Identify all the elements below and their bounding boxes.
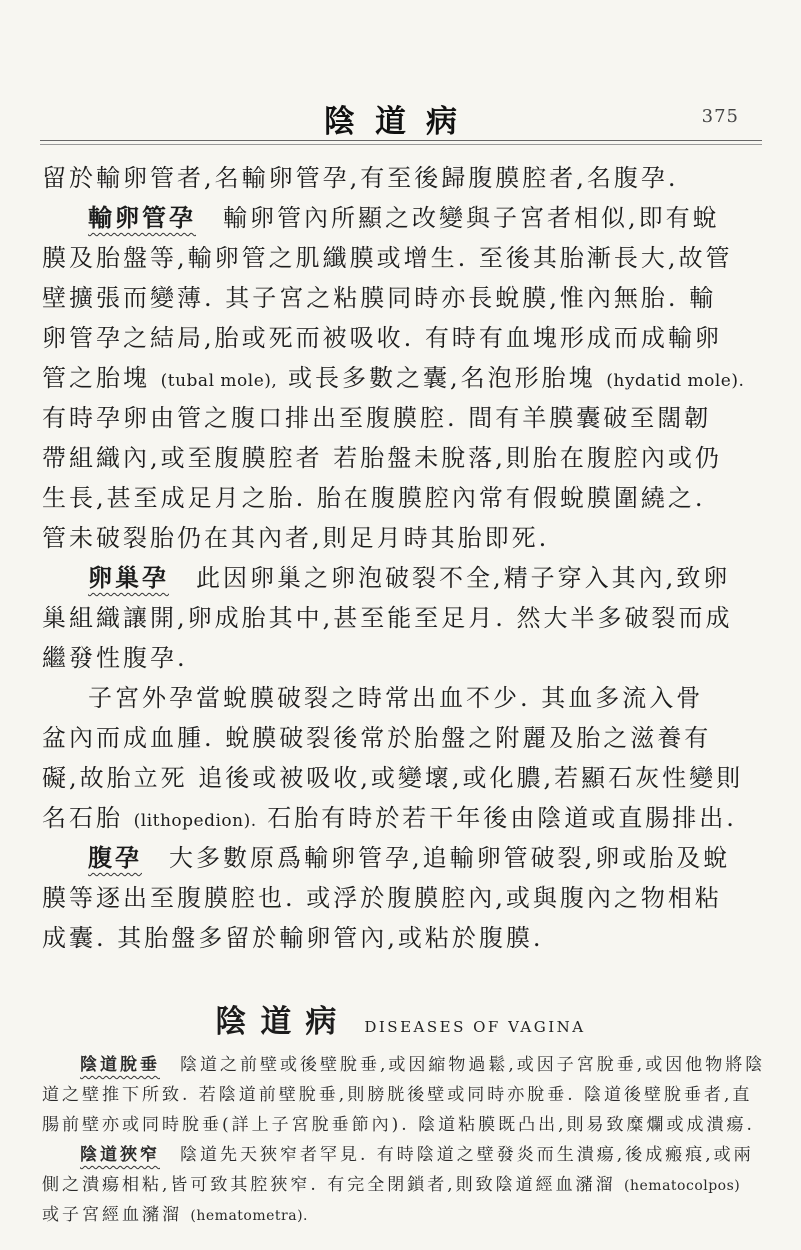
header-rule <box>40 140 762 141</box>
vagina-diseases-text <box>42 1050 766 1230</box>
section-title <box>0 996 801 1040</box>
page-header <box>0 96 801 146</box>
text-line: 道之壁推下所致. 若陰道前壁脫垂,則膀胱後壁或同時亦脫垂. 陰道後壁脫垂者,直 <box>42 1085 753 1105</box>
latin-term: (tubal mole), <box>160 371 278 391</box>
abdominal-pregnancy-heading: 腹孕 <box>88 843 142 872</box>
text-line: 陰道狹窄 陰道先天狹窄者罕見. 有時陰道之壁發炎而生潰瘍,後成瘢痕,或兩 <box>80 1145 754 1165</box>
text-line: 礙,故胎立死 追後或被吸收,或變壞,或化膿,若顯石灰性變則 <box>42 764 744 792</box>
text-line: 名石胎 (lithopedion). 石胎有時於若干年後由陰道或直腸排出. <box>42 804 737 832</box>
vaginal-stenosis-heading: 陰道狹窄 <box>80 1145 160 1165</box>
latin-term: (hydatid mole). <box>606 371 745 391</box>
text-line: 腹孕 大多數原爲輸卵管孕,追輸卵管破裂,卵或胎及蛻 <box>88 843 731 872</box>
text-line: 卵管孕之結局,胎或死而被吸收. 有時有血塊形成而成輸卵 <box>42 324 722 352</box>
tubal-pregnancy-heading: 輸卵管孕 <box>88 203 196 232</box>
latin-term: (lithopedion). <box>133 811 257 831</box>
text-line: 陰道脫垂 陰道之前壁或後壁脫垂,或因縮物過鬆,或因子宮脫垂,或因他物將陰 <box>80 1055 766 1075</box>
text-line: 生長,甚至成足月之胎. 胎在腹膜腔內常有假蛻膜圍繞之. <box>42 484 706 512</box>
text-line: 繼發性腹孕. <box>42 644 188 672</box>
section-title-english: DISEASES OF VAGINA <box>364 1018 586 1036</box>
text-line: 膜等逐出至腹膜腔也. 或浮於腹膜腔內,或與腹內之物相粘 <box>42 884 722 912</box>
text-line: 子宮外孕當蛻膜破裂之時常出血不少. 其血多流入骨 <box>88 684 704 712</box>
vaginal-prolapse-heading: 陰道脫垂 <box>80 1055 160 1075</box>
text-line: 帶組織內,或至腹膜腔者 若胎盤未脫落,則胎在腹腔內或仍 <box>42 444 722 472</box>
text-line: 管未破裂胎仍在其內者,則足月時其胎即死. <box>42 524 550 552</box>
text-line: 成囊. 其胎盤多留於輸卵管內,或粘於腹膜. <box>42 924 544 952</box>
latin-term: (hematometra). <box>190 1208 308 1224</box>
text-line: 巢組織讓開,卵成胎其中,甚至能至足月. 然大半多破裂而成 <box>42 604 733 632</box>
page-number: 375 <box>701 106 739 127</box>
header-rule-thin <box>40 144 762 145</box>
ovarian-pregnancy-heading: 卵巢孕 <box>88 563 169 592</box>
text-line: 壁擴張而變薄. 其子宮之粘膜同時亦長蛻膜,惟內無胎. 輸 <box>42 284 717 312</box>
section-title-chinese: 陰道病 <box>215 1004 351 1040</box>
running-title: 陰道病 <box>324 104 477 140</box>
text-line: 盆內而成血腫. 蛻膜破裂後常於胎盤之附麗及胎之滋養有 <box>42 724 712 752</box>
main-text <box>42 158 757 958</box>
text-line: 輸卵管孕 輸卵管內所顯之改變與子宮者相似,即有蛻 <box>88 203 720 232</box>
text-line: 留於輸卵管者,名輸卵管孕,有至後歸腹膜腔者,名腹孕. <box>42 164 679 192</box>
text-line: 或子宮經血瀦溜 (hematometra). <box>42 1205 308 1225</box>
latin-term: (hematocolpos) <box>624 1178 741 1194</box>
text-line: 卵巢孕 此因卵巢之卵泡破裂不全,精子穿入其內,致卵 <box>88 563 731 592</box>
text-line: 管之胎塊 (tubal mole), 或長多數之囊,名泡形胎塊 (hydatid mole). <box>42 364 745 392</box>
text-line: 側之潰瘍相粘,皆可致其腔狹窄. 有完全閉鎖者,則致陰道經血瀦溜 (hematocolpos) <box>42 1175 741 1195</box>
text-line: 膜及胎盤等,輸卵管之肌纖膜或增生. 至後其胎漸長大,故管 <box>42 244 733 272</box>
text-line: 有時孕卵由管之腹口排出至腹膜腔. 間有羊膜囊破至闊韌 <box>42 404 712 432</box>
text-line: 腸前壁亦或同時脫垂(詳上子宮脫垂節內). 陰道粘膜既凸出,則易致糜爛或成潰瘍. <box>42 1115 755 1135</box>
